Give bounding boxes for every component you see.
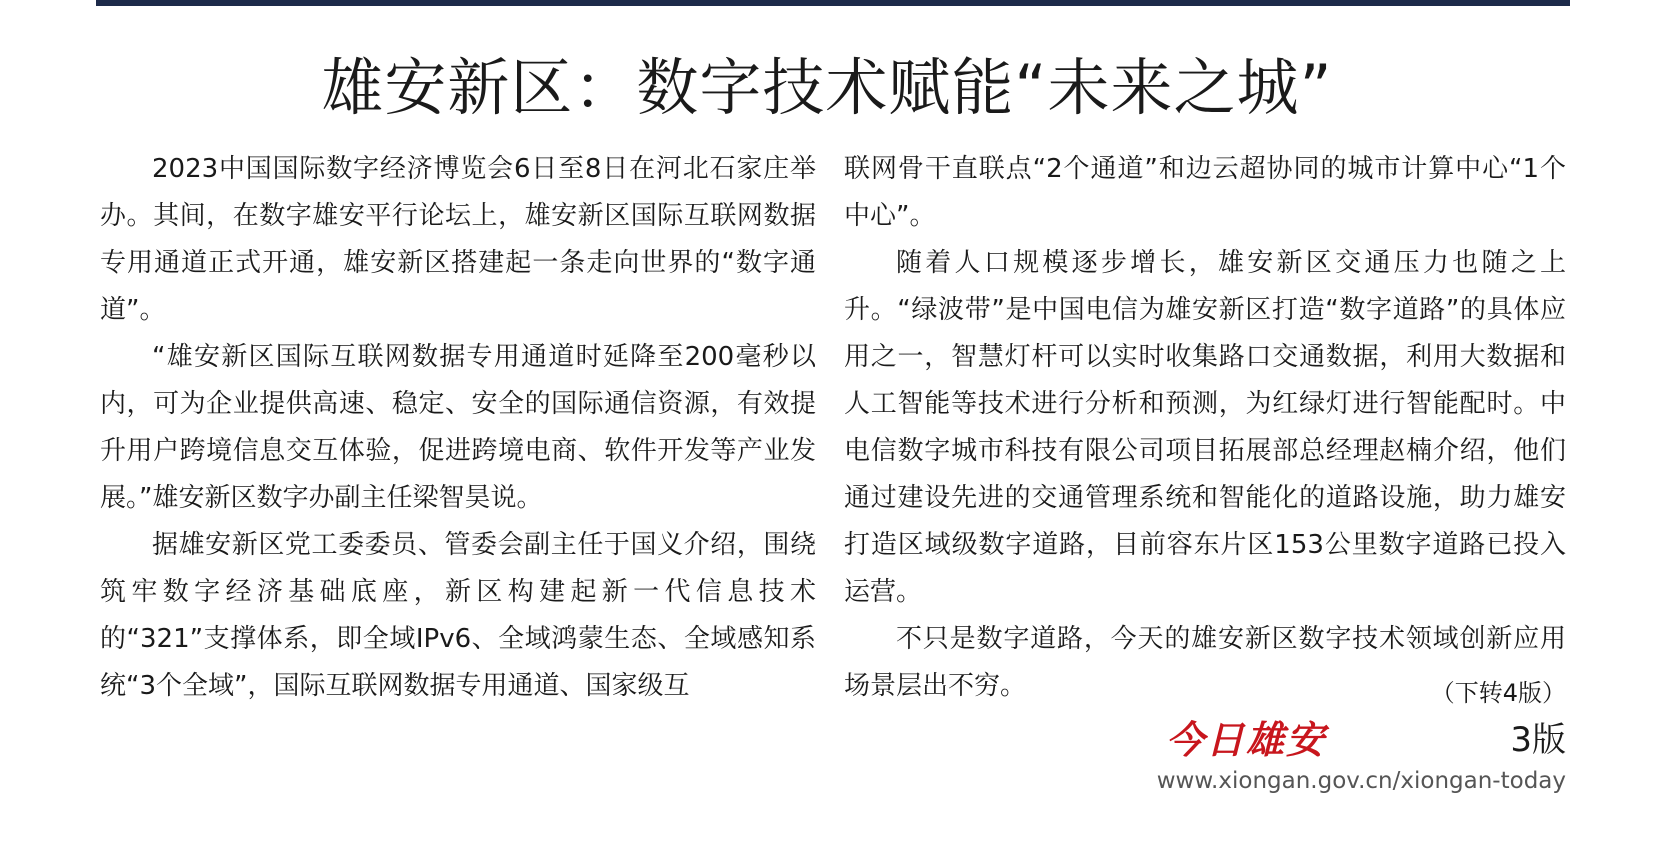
article-column-right bbox=[844, 146, 1566, 710]
paragraph: 2023中国国际数字经济博览会6日至8日在河北石家庄举办。其间，在数字雄安平行论坛上，雄安新区国际互联网数据专用通道正式开通，雄安新区搭建起一条走向世界的“数字通道”。 bbox=[100, 154, 816, 325]
article-column-left bbox=[100, 146, 816, 710]
site-url-link[interactable]: www.xiongan.gov.cn/xiongan-today bbox=[1156, 768, 1566, 794]
top-rule bbox=[96, 0, 1570, 6]
newspaper-logo: 今日雄安 bbox=[1166, 717, 1327, 762]
paragraph: 不只是数字道路，今天的雄安新区数字技术领域创新应用场景层出不穷。 bbox=[844, 624, 1566, 701]
paragraph-continuation: 联网骨干直联点“2个通道”和边云超协同的城市计算中心“1个中心”。 bbox=[844, 154, 1566, 231]
paragraph: “雄安新区国际互联网数据专用通道时延降至200毫秒以内，可为企业提供高速、稳定、安全的国际通信资源，有效提升用户跨境信息交互体验，促进跨境电商、软件开发等产业发展。”雄安新区数字办副主任梁智昊说。 bbox=[100, 342, 816, 513]
paragraph: 随着人口规模逐步增长，雄安新区交通压力也随之上升。“绿波带”是中国电信为雄安新区打造“数字道路”的具体应用之一，智慧灯杆可以实时收集路口交通数据，利用大数据和人工智能等技术进行分析和预测，为红绿灯进行智能配时。中电信数字城市科技有限公司项目拓展部总经理赵楠介绍，他们通过建设先进的交通管理系统和智能化的道路设施，助力雄安打造区域级数字道路，目前容东片区153公里数字道路已投入运营。 bbox=[844, 248, 1566, 607]
page-number: 3版 bbox=[1510, 720, 1566, 760]
paragraph: 据雄安新区党工委委员、管委会副主任于国义介绍，围绕筑牢数字经济基础底座，新区构建起新一代信息技术的“321”支撑体系，即全域IPv6、全域鸿蒙生态、全域感知系统“3个全域”，国际互联网数据专用通道、国家级互 bbox=[100, 530, 816, 701]
article-headline: 雄安新区：数字技术赋能“未来之城” bbox=[321, 51, 1333, 124]
continued-note: （下转4版） bbox=[1430, 679, 1566, 707]
